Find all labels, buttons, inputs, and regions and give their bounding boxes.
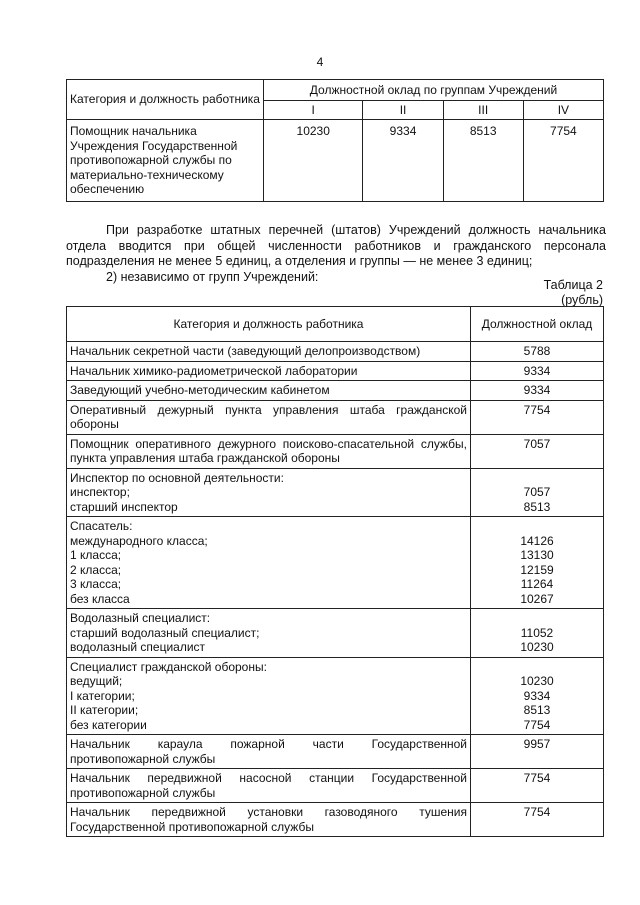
salary-value: 10230: [520, 674, 554, 688]
table2-caption: [544, 278, 603, 308]
group-number: III: [443, 100, 523, 120]
group-item-label: водолазный специалист: [70, 640, 206, 654]
salary-value: 9957: [471, 735, 604, 769]
salary-value: 7754: [471, 803, 604, 837]
table-row: [67, 400, 604, 434]
group-item-label: 3 класса;: [70, 577, 122, 591]
salary-value: 11052: [520, 625, 554, 640]
group-item-label: инспектор;: [70, 485, 130, 499]
page-number: 4: [316, 55, 324, 69]
table2-unit: (рубль): [561, 293, 603, 307]
salary-value: 8513: [523, 499, 551, 514]
group-item-label: старший водолазный специалист;: [70, 625, 260, 640]
position-name: Начальник секретной части (заведующий делопроизводством): [67, 342, 471, 362]
salary-value: 12159: [520, 562, 554, 577]
table2-title: Таблица 2: [543, 278, 603, 292]
table-row: [67, 342, 604, 362]
group-number: II: [363, 100, 443, 120]
salary-value: 10230: [264, 120, 363, 202]
group-item-label: ведущий;: [70, 674, 123, 688]
group-item-label: I категории;: [70, 688, 135, 703]
table2-header-salary: Должностной оклад: [471, 307, 604, 342]
group-item-label: II категории;: [70, 703, 139, 717]
position-name: Начальник химико-радиометрической лаборатории: [67, 361, 471, 381]
position-name: Начальник передвижной установки газоводяного тушения Государственной противопожарной службы: [67, 803, 471, 837]
position-name: Оперативный дежурный пункта управления штаба гражданской обороны: [67, 400, 471, 434]
salary-value: 9334: [523, 688, 551, 703]
paragraph-independent: 2) независимо от групп Учреждений:: [106, 270, 319, 284]
group-title: Специалист гражданской обороны:: [70, 659, 267, 674]
salary-value: 7754: [471, 769, 604, 803]
salary-value: 7754: [523, 717, 551, 732]
salary-value: 7754: [471, 400, 604, 434]
table-row: [67, 434, 604, 468]
table-row: [67, 120, 604, 202]
salary-value: 14126: [520, 533, 554, 548]
group-number: IV: [523, 100, 603, 120]
position-name: Начальник передвижной насосной станции Государственной противопожарной службы: [67, 769, 471, 803]
position-name: Помощник начальника Учреждения Государственной противопожарной службы по материально-техническому обеспечению: [67, 120, 264, 202]
salary-value: 7057: [471, 434, 604, 468]
table2-header-category: Категория и должность работника: [67, 307, 471, 342]
group-number: I: [264, 100, 363, 120]
salary-value: 13130: [520, 548, 554, 562]
group-item-label: международного класса;: [70, 533, 208, 548]
table-row-group: [67, 517, 604, 609]
position-name: Начальник караула пожарной части Государственной противопожарной службы: [67, 735, 471, 769]
group-title: Водолазный специалист:: [70, 611, 211, 625]
table-row: [67, 381, 604, 401]
paragraph-staff-rule: При разработке штатных перечней (штатов) Учреждений должность начальника отдела вводится при общей численности работников и гражданского персонала подразделения не менее 5 единиц, а отделения и группы — не менее 3 единиц;: [66, 223, 606, 268]
salary-value: 9334: [471, 361, 604, 381]
group-item-label: без класса: [70, 591, 130, 606]
salary-value: 7057: [523, 485, 551, 499]
table1-header-group: Должностной оклад по группам Учреждений: [264, 80, 604, 101]
salary-value: 9334: [471, 381, 604, 401]
group-item-label: старший инспектор: [70, 499, 178, 514]
table-row: [67, 769, 604, 803]
group-title: Инспектор по основной деятельности:: [70, 470, 284, 485]
group-title: Спасатель:: [70, 519, 133, 533]
position-name: Помощник оперативного дежурного поисково-спасательной службы, пункта управления штаба гражданской обороны: [67, 434, 471, 468]
salary-table-by-groups: [66, 79, 604, 202]
salary-value: 5788: [471, 342, 604, 362]
table-row-group: [67, 657, 604, 735]
salary-value: 8513: [443, 120, 523, 202]
table-row-group: [67, 468, 604, 517]
salary-table-independent: [66, 306, 604, 837]
group-item-label: 1 класса;: [70, 548, 122, 562]
salary-value: 11264: [520, 577, 554, 591]
table1-header-category: Категория и должность работника: [67, 80, 264, 120]
table-row: [67, 803, 604, 837]
salary-value: 10267: [520, 591, 554, 606]
salary-value: 9334: [363, 120, 443, 202]
salary-value: 7754: [523, 120, 603, 202]
salary-value: 8513: [523, 703, 551, 717]
table-row: [67, 735, 604, 769]
table-row: [67, 361, 604, 381]
salary-value: 10230: [520, 640, 554, 654]
table-row-group: [67, 609, 604, 658]
group-item-label: без категории: [70, 717, 147, 732]
group-item-label: 2 класса;: [70, 562, 122, 577]
position-name: Заведующий учебно-методическим кабинетом: [67, 381, 471, 401]
